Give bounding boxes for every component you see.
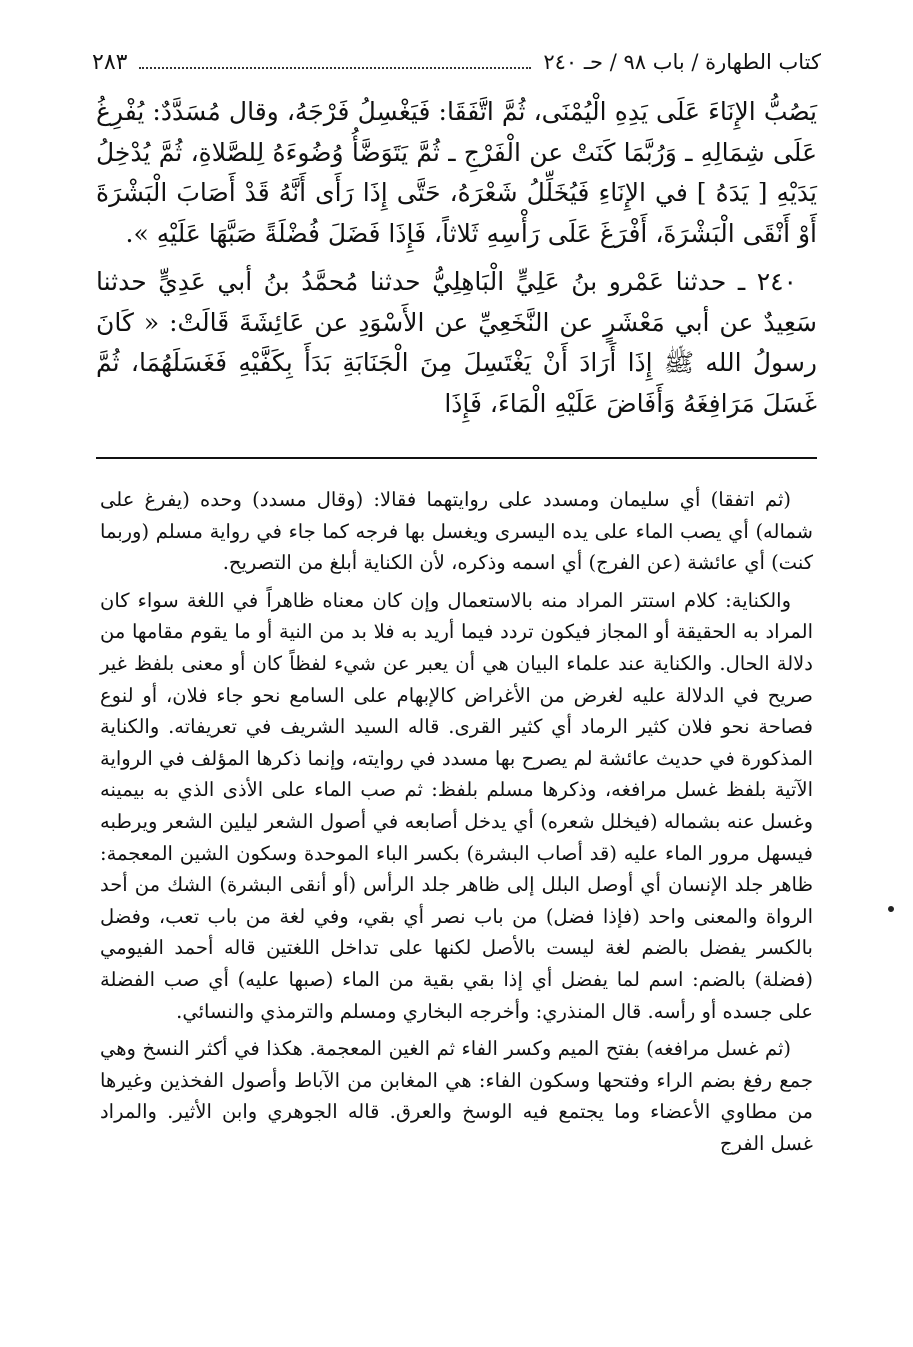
commentary-paragraph: (ثم غسل مرافغه) بفتح الميم وكسر الفاء ثم الغين المعجمة. هكذا في أكثر النسخ وهي جمع رفغ بضم الراء وفتحها وسكون الفاء: هي المغابن من الآباط وأصول الفخذين وغيرها من مطاوي الأعضاء وما يجتمع فيه الوسخ والعرق. قاله الجوهري وابن الأثير. والمراد غسل الفرج <box>100 1037 813 1155</box>
margin-dot <box>888 906 894 912</box>
footnote-divider <box>96 457 817 459</box>
commentary-paragraph: والكناية: كلام استتر المراد منه بالاستعمال وإن كان معناه ظاهراً في اللغة سواء كان المراد به الحقيقة أو المجاز فيكون تردد فيما أريد به فلا بد من النية أو ما يقوم مقامها من دلالة الحال. والكناية عند علماء البيان هي أن يعبر عن شيء لفظاً كان أو معنى بلفظ غير صريح في الدلالة عليه لغرض من الأغراض كالإبهام على السامع نحو جاء فلان، أو لنوع فصاحة نحو فلان كثير الرماد أي كثير القرى. قاله السيد الشريف في تعريفاته. والكناية المذكورة في حديث عائشة لم يصرح بها مسدد في روايته، وإنما ذكرها المؤلف في الرواية الآتية بلفظ غسل مرافغه، وذكرها مسلم بلفظ: ثم صب الماء على الأذى الذي به بيمينه وغسل عنه بشماله (فيخلل شعره) أي يدخل أصابعه في أصول الشعر ليلين الشعر ويرطبه فيسهل مرور الماء عليه (قد أصاب البشرة) بكسر الباء الموحدة وسكون الشين المعجمة: ظاهر جلد الإنسان أي أوصل البلل إلى ظاهر جلد الرأس (أو أنقى البشرة) الشك من أحد الرواة والمعنى واحد (فإذا فضل) من باب نصر أي بقي، وفي لغة من باب تعب، وفضل بالكسر يفضل بالضم لغة ليست بالأصل لكنها على تداخل اللغتين قاله أحمد الفيومي (فضلة) بالضم: اسم لما يفضل أي إذا بقي بقية من الماء (صبها عليه) أي صب الفضلة على جسده أو رأسه. قال المنذري: وأخرجه البخاري ومسلم والترمذي والنسائي. <box>100 588 814 1023</box>
header-title: كتاب الطهارة / باب ٩٨ / حـ ٢٤٠ <box>543 50 821 74</box>
page-number: ٢٨٣ <box>92 49 128 75</box>
hadith-paragraph: ٢٤٠ ـ حدثنا عَمْرو بنُ عَلِيٍّ الْبَاهِلِيُّ حدثنا مُحمَّدُ بنُ أبي عَدِيٍّ حدثنا سَعِيدٌ عن أبي مَعْشَرٍ عن النَّخَعِيِّ عن الأَسْوَدِ عن عَائِشَةَ قَالَتْ: « كَانَ رسولُ الله ﷺ إِذَا أَرَادَ أَنْ يَغْتَسِلَ مِنَ الْجَنَابَةِ بَدَأَ بِكَفَّيْهِ فَغَسَلَهُمَا، ثُمَّ غَسَلَ مَرَافِغَهُ وَأَفَاضَ عَلَيْهِ الْمَاءَ، فَإِذَا <box>96 267 817 418</box>
hadith-text <box>96 92 817 424</box>
hadith-paragraph: يَصُبُّ الإِنَاءَ عَلَى يَدِهِ الْيُمْنَى، ثُمَّ اتَّفَقَا: فَيَغْسِلُ فَرْجَهُ، وقال مُسَدَّدٌ: يُفْرِغُ عَلَى شِمَالِهِ ـ وَرُبَّمَا كَنَتْ عن الْفَرْجِ ـ ثُمَّ يَتَوَضَّأُ وُضُوءَهُ لِلصَّلاةِ، ثُمَّ يُدْخِلُ يَدَيْهِ [ يَدَهُ ] في الإِنَاءِ فَيُخَلِّلُ شَعْرَهُ، حَتَّى إِذَا رَأَى أَنَّهُ قَدْ أَصَابَ الْبَشْرَةَ أَوْ أَنْقَى الْبَشْرَةَ، أَفْرَغَ عَلَى رَأْسِهِ ثَلاثاً، فَإِذَا فَضَلَ فُضْلَةً صَبَّهَا عَلَيْهِ ». <box>96 97 817 248</box>
commentary-paragraph: (ثم اتفقا) أي سليمان ومسدد على روايتهما فقالا: (وقال مسدد) وحده (يفرغ على شماله) أي يصب الماء على يده اليسرى ويغسل بها فرجه كما جاء في رواية مسلم (وربما كنت) أي عائشة (عن الفرج) أي اسمه وذكره، لأن الكناية أبلغ من التصريح. <box>100 488 813 575</box>
dotted-leader <box>139 67 531 69</box>
running-header <box>92 42 821 82</box>
commentary-text <box>100 484 813 1165</box>
